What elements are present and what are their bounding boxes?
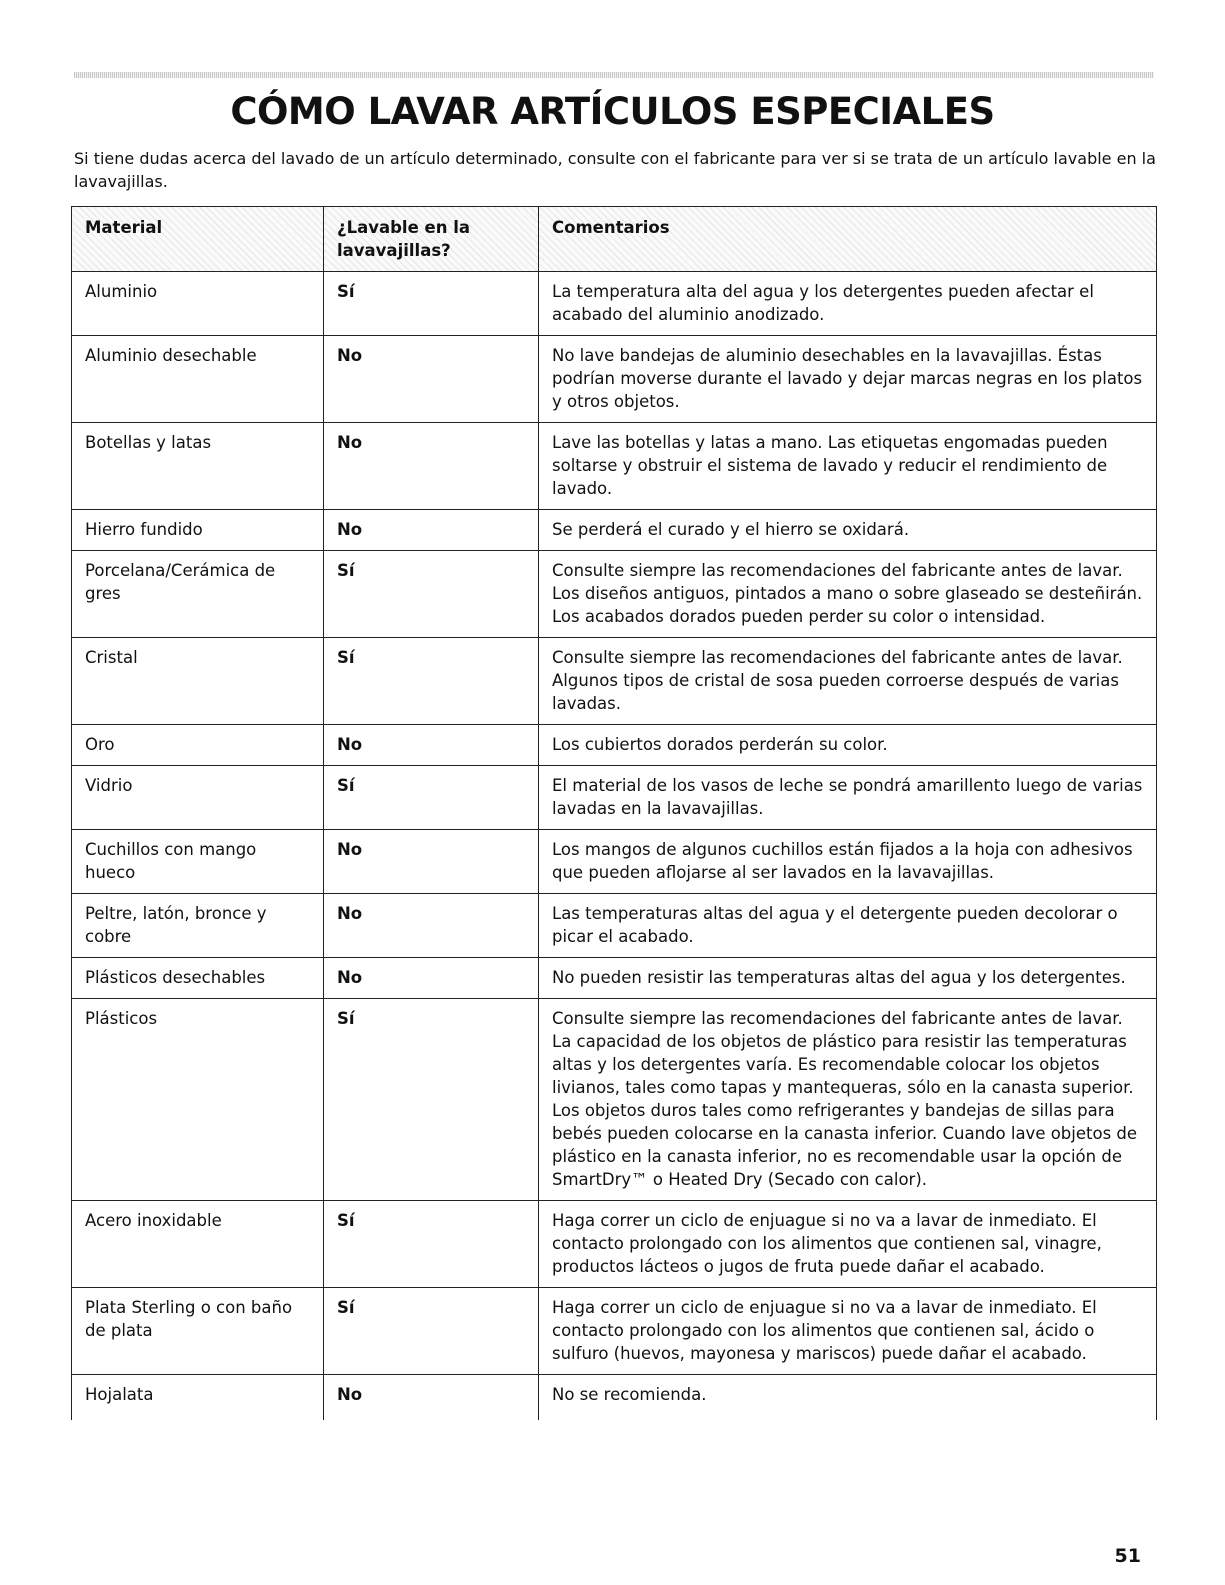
washable-cell: No xyxy=(324,830,539,894)
comments-cell: Los mangos de algunos cuchillos están fijados a la hoja con adhesivos que pueden aflojarse al ser lavados en la lavavajillas. xyxy=(539,830,1157,894)
comments-cell: Consulte siempre las recomendaciones del fabricante antes de lavar. Los diseños antiguos, pintados a mano o sobre glaseado se desteñirán. Los acabados dorados pueden perder su color o intensidad. xyxy=(539,551,1157,638)
material-cell: Hojalata xyxy=(72,1375,324,1421)
comments-cell: Consulte siempre las recomendaciones del fabricante antes de lavar. La capacidad de los objetos de plástico para resistir las temperaturas altas y los detergentes varía. Es recomendable colocar los objetos livianos, tales como tapas y mantequeras, sólo en la canasta superior. Los objetos duros tales como refrigerantes y bandejas de sillas para bebés pueden colocarse en la canasta inferior. Cuando lave objetos de plástico en la canasta inferior, no es recomendable usar la opción de SmartDry™ o Heated Dry (Secado con calor). xyxy=(539,999,1157,1201)
page-number: 51 xyxy=(1114,1545,1141,1567)
washable-cell: Sí xyxy=(324,1201,539,1288)
table-body xyxy=(72,272,1157,1421)
header-washable: ¿Lavable en la lavavajillas? xyxy=(324,207,539,272)
material-cell: Aluminio xyxy=(72,272,324,336)
table-row xyxy=(72,999,1157,1201)
header-comments: Comentarios xyxy=(539,207,1157,272)
material-cell: Plata Sterling o con baño de plata xyxy=(72,1288,324,1375)
washable-cell: No xyxy=(324,423,539,510)
material-cell: Plásticos desechables xyxy=(72,958,324,999)
washable-cell: No xyxy=(324,894,539,958)
comments-cell: Haga correr un ciclo de enjuague si no va a lavar de inmediato. El contacto prolongado con los alimentos que contienen sal, ácido o sulfuro (huevos, mayonesa y mariscos) puede dañar el acabado. xyxy=(539,1288,1157,1375)
washable-cell: No xyxy=(324,336,539,423)
table-row xyxy=(72,423,1157,510)
washable-cell: Sí xyxy=(324,551,539,638)
comments-cell: No lave bandejas de aluminio desechables en la lavavajillas. Éstas podrían moverse durante el lavado y dejar marcas negras en los platos y otros objetos. xyxy=(539,336,1157,423)
material-cell: Aluminio desechable xyxy=(72,336,324,423)
material-cell: Porcelana/Cerámica de gres xyxy=(72,551,324,638)
washable-cell: Sí xyxy=(324,272,539,336)
table-row xyxy=(72,958,1157,999)
comments-cell: No pueden resistir las temperaturas altas del agua y los detergentes. xyxy=(539,958,1157,999)
washable-cell: Sí xyxy=(324,1288,539,1375)
material-cell: Acero inoxidable xyxy=(72,1201,324,1288)
comments-cell: Haga correr un ciclo de enjuague si no va a lavar de inmediato. El contacto prolongado con los alimentos que contienen sal, vinagre, productos lácteos o jugos de fruta puede dañar el acabado. xyxy=(539,1201,1157,1288)
comments-cell: El material de los vasos de leche se pondrá amarillento luego de varias lavadas en la lavavajillas. xyxy=(539,766,1157,830)
material-cell: Cristal xyxy=(72,638,324,725)
materials-table xyxy=(71,206,1157,1420)
table-row xyxy=(72,1288,1157,1375)
table-row xyxy=(72,336,1157,423)
comments-cell: No se recomienda. xyxy=(539,1375,1157,1421)
table-row xyxy=(72,725,1157,766)
table-row xyxy=(72,894,1157,958)
table-row xyxy=(72,551,1157,638)
comments-cell: Las temperaturas altas del agua y el detergente pueden decolorar o picar el acabado. xyxy=(539,894,1157,958)
washable-cell: Sí xyxy=(324,999,539,1201)
washable-cell: No xyxy=(324,1375,539,1421)
table-row xyxy=(72,1375,1157,1421)
comments-cell: Se perderá el curado y el hierro se oxidará. xyxy=(539,510,1157,551)
material-cell: Botellas y latas xyxy=(72,423,324,510)
header-material: Material xyxy=(72,207,324,272)
intro-paragraph: Si tiene dudas acerca del lavado de un artículo determinado, consulte con el fabricante para ver si se trata de un artículo lavable en la lavavajillas. xyxy=(74,149,1156,191)
comments-cell: Lave las botellas y latas a mano. Las etiquetas engomadas pueden soltarse y obstruir el sistema de lavado y reducir el rendimiento de lavado. xyxy=(539,423,1157,510)
table-row xyxy=(72,638,1157,725)
material-cell: Oro xyxy=(72,725,324,766)
washable-cell: No xyxy=(324,958,539,999)
material-cell: Cuchillos con mango hueco xyxy=(72,830,324,894)
washable-cell: No xyxy=(324,725,539,766)
material-cell: Hierro fundido xyxy=(72,510,324,551)
material-cell: Vidrio xyxy=(72,766,324,830)
top-divider xyxy=(74,72,1154,78)
comments-cell: Consulte siempre las recomendaciones del fabricante antes de lavar. Algunos tipos de cristal de sosa pueden corroerse después de varias lavadas. xyxy=(539,638,1157,725)
comments-cell: Los cubiertos dorados perderán su color. xyxy=(539,725,1157,766)
table-row xyxy=(72,272,1157,336)
table-row xyxy=(72,1201,1157,1288)
page-title: CÓMO LAVAR ARTÍCULOS ESPECIALES xyxy=(230,90,995,133)
table-row xyxy=(72,766,1157,830)
material-cell: Peltre, latón, bronce y cobre xyxy=(72,894,324,958)
material-cell: Plásticos xyxy=(72,999,324,1201)
washable-cell: Sí xyxy=(324,638,539,725)
washable-cell: No xyxy=(324,510,539,551)
table-row xyxy=(72,510,1157,551)
washable-cell: Sí xyxy=(324,766,539,830)
table-header-row xyxy=(72,207,1157,272)
table-row xyxy=(72,830,1157,894)
comments-cell: La temperatura alta del agua y los detergentes pueden afectar el acabado del aluminio anodizado. xyxy=(539,272,1157,336)
